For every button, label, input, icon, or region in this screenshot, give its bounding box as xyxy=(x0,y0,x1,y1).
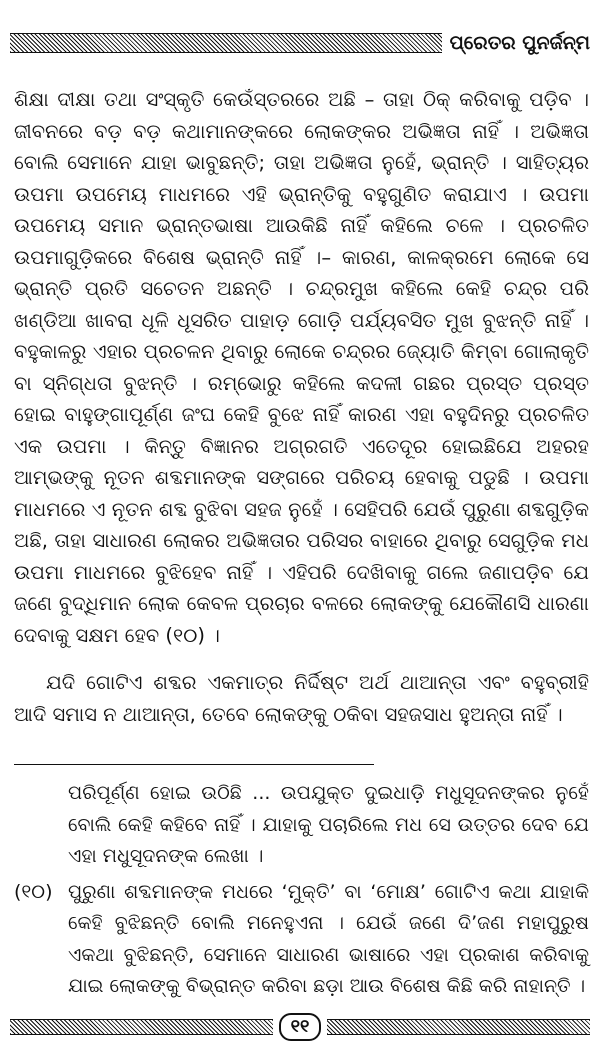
footnote-10-number: (୧୦) xyxy=(14,880,53,903)
footnote-separator xyxy=(14,764,374,765)
paragraph-1: ଶିକ୍ଷା ଦୀକ୍ଷା ତଥା ସଂସ୍କୃତି କେଉଁସ୍ତରରେ ଅଛି – ତାହା ଠିକ୍ କରିବାକୁ ପଡ଼ିବ । ଜୀବନରେ ବଡ଼ ବଡ଼ କଥାମାନଙ୍କରେ ଲୋକଙ୍କର ଅଭିଜ୍ଞତା ନାହିଁ । ଅଭିଜ୍ଞତା ବୋଲି ସେମାନେ ଯାହା ଭାବୁଛନ୍ତି; ତାହା ଅଭିଜ୍ଞତା ନୁହେଁ, ଭ୍ରାନ୍ତି । ସାହିତ୍ୟର ଉପମା ଉପମେୟ ମାଧମରେ ଏହି ଭ୍ରାନ୍ତିକୁ ବହୁଗୁଣିତ କରାଯାଏ । ଉପମା ଉପମେୟ ସମାନ ଭ୍ରାନ୍ତଭାଷା ଆଉକିଛି ନାହିଁ କହିଲେ ଚଳେ । ପ୍ରଚଳିତ ଉପମାଗୁଡ଼ିକରେ ବିଶେଷ ଭ୍ରାନ୍ତି ନାହିଁ ।– କାରଣ, କାଳକ୍ରମେ ଲୋକେ ସେ ଭ୍ରାନ୍ତି ପ୍ରତି ସଚେତନ ଅଛନ୍ତି । ଚନ୍ଦ୍ରମୁଖ କହିଲେ କେହି ଚନ୍ଦ୍ର ପରି ଖଣ୍ଡିଆ ଖାବରା ଧୂଳି ଧୂସରିତ ପାହାଡ଼ ଗୋଡ଼ି ପର୍ଯ୍ୟବସିତ ମୁଖ ବୁଝନ୍ତି ନାହିଁ । ବହୁକାଳରୁ ଏହାର ପ୍ରଚଳନ ଥିବାରୁ ଲୋକେ ଚନ୍ଦ୍ରର ଜ୍ୟୋତି କିମ୍ବା ଗୋଲାକୃତି ବା ସ୍ନିଗ୍ଧତା ବୁଝନ୍ତି । ରମ୍ଭୋରୁ କହିଲେ କଦଳୀ ଗଛର ପ୍ରସ୍ତ ପ୍ରସ୍ତ ହୋଇ ବାହୁଙ୍ଗାପୂର୍ଣ୍ଣ ଜଂଘ କେହି ବୁଝେ ନାହିଁ କାରଣ ଏହା ବହୁଦିନରୁ ପ୍ରଚଳିତ ଏକ ଉପମା । କିନ୍ତୁ ବିଜ୍ଞାନର ଅଗ୍ରଗତି ଏତେଦୂର ହୋଇଛିଯେ ଅହରହ ଆମ୍ଭଙ୍କୁ ନୂତନ ଶବ୍ଦମାନଙ୍କ ସଙ୍ଗରେ ପରିଚୟ ହେବାକୁ ପଡୁଛି । ଉପମା ମାଧମରେ ଏ ନୂତନ ଶବ୍ଦ ବୁଝିବା ସହଜ ନୁହେଁ । ସେହିପରି ଯେଉଁ ପୁରୁଣା ଶବ୍ଦଗୁଡ଼ିକ ଅଛି, ତାହା ସାଧାରଣ ଲୋକର ଅଭିଜ୍ଞତାର ପରିସର ବାହାରେ ଥିବାରୁ ସେଗୁଡ଼ିକ ମଧ ଉପମା ମାଧମରେ ବୁଝିହେବ ନାହିଁ । ଏହିପରି ଦେଖିବାକୁ ଗଲେ ଜଣାପଡ଼ିବ ଯେ ଜଣେ ବୁଦ୍ଧିମାନ ଲୋକ କେବଳ ପ୍ରଚାର ବଳରେ ଲୋକଙ୍କୁ ଯେକୌଣସି ଧାରଣା ଦେବାକୁ ସକ୍ଷମ ହେବ (୧୦) । xyxy=(14,88,590,647)
book-title: ପ୍ରେତର ପୁନର୍ଜନ୍ମ xyxy=(449,32,590,54)
page-footer xyxy=(10,1012,590,1042)
footer-band-right xyxy=(327,1019,590,1035)
footnote-continuation xyxy=(14,778,589,873)
footnote-10 xyxy=(14,877,589,1003)
header-decorative-band xyxy=(10,33,442,53)
running-header xyxy=(10,28,590,58)
footer-band-left xyxy=(10,1019,273,1035)
page-number: ୧୧ xyxy=(279,1013,322,1041)
footnote-continuation-text: ପରିପୂର୍ଣ୍ଣ ହୋଇ ଉଠିଛି ... ଉପଯୁକ୍ତ ଦୁଇଧାଡ଼ି ମଧୁସୂଦନଙ୍କର ନୁହେଁ ବୋଲି କେହି କହିବେ ନାହିଁ । ଯାହାକୁ ପଚାରିଲେ ମଧ ସେ ଉତ୍ତର ଦେବ ଯେ ଏହା ମଧୁସୂଦନଙ୍କ ଲେଖା । xyxy=(68,782,589,867)
footnote-indent xyxy=(14,778,68,873)
footnotes xyxy=(14,778,589,1003)
paragraph-2: ଯଦି ଗୋଟିଏ ଶବ୍ଦର ଏକମାତ୍ର ନିର୍ଦ୍ଦିଷ୍ଟ ଅର୍ଥ ଥାଆନ୍ତା ଏବଂ ବହୁବ୍ରୀହି ଆଦି ସମାସ ନ ଥାଆନ୍ତା, ତେବେ ଲୋକଙ୍କୁ ଠକିବା ସହଜସାଧ ହୁଅନ୍ତା ନାହିଁ । xyxy=(14,671,589,726)
main-text xyxy=(14,84,589,730)
footnote-10-text: ପୁରୁଣା ଶବ୍ଦମାନଙ୍କ ମଧରେ ‘ମୁକ୍ତି’ ବା ‘ମୋକ୍ଷ’ ଗୋଟିଏ କଥା ଯାହାକି କେହି ବୁଝିଛନ୍ତି ବୋଲି ମନେହୁଏନା । ଯେଉଁ ଜଣେ ଦି’ଜଣ ମହାପୁରୁଷ ଏକଥା ବୁଝିଛନ୍ତି, ସେମାନେ ସାଧାରଣ ଭାଷାରେ ଏହା ପ୍ରକାଶ କରିବାକୁ ଯାଇ ଲୋକଙ୍କୁ ବିଭ୍ରାନ୍ତ କରିବା ଛଡ଼ା ଆଉ ବିଶେଷ କିଛି କରି ନାହାନ୍ତି । xyxy=(68,880,589,997)
